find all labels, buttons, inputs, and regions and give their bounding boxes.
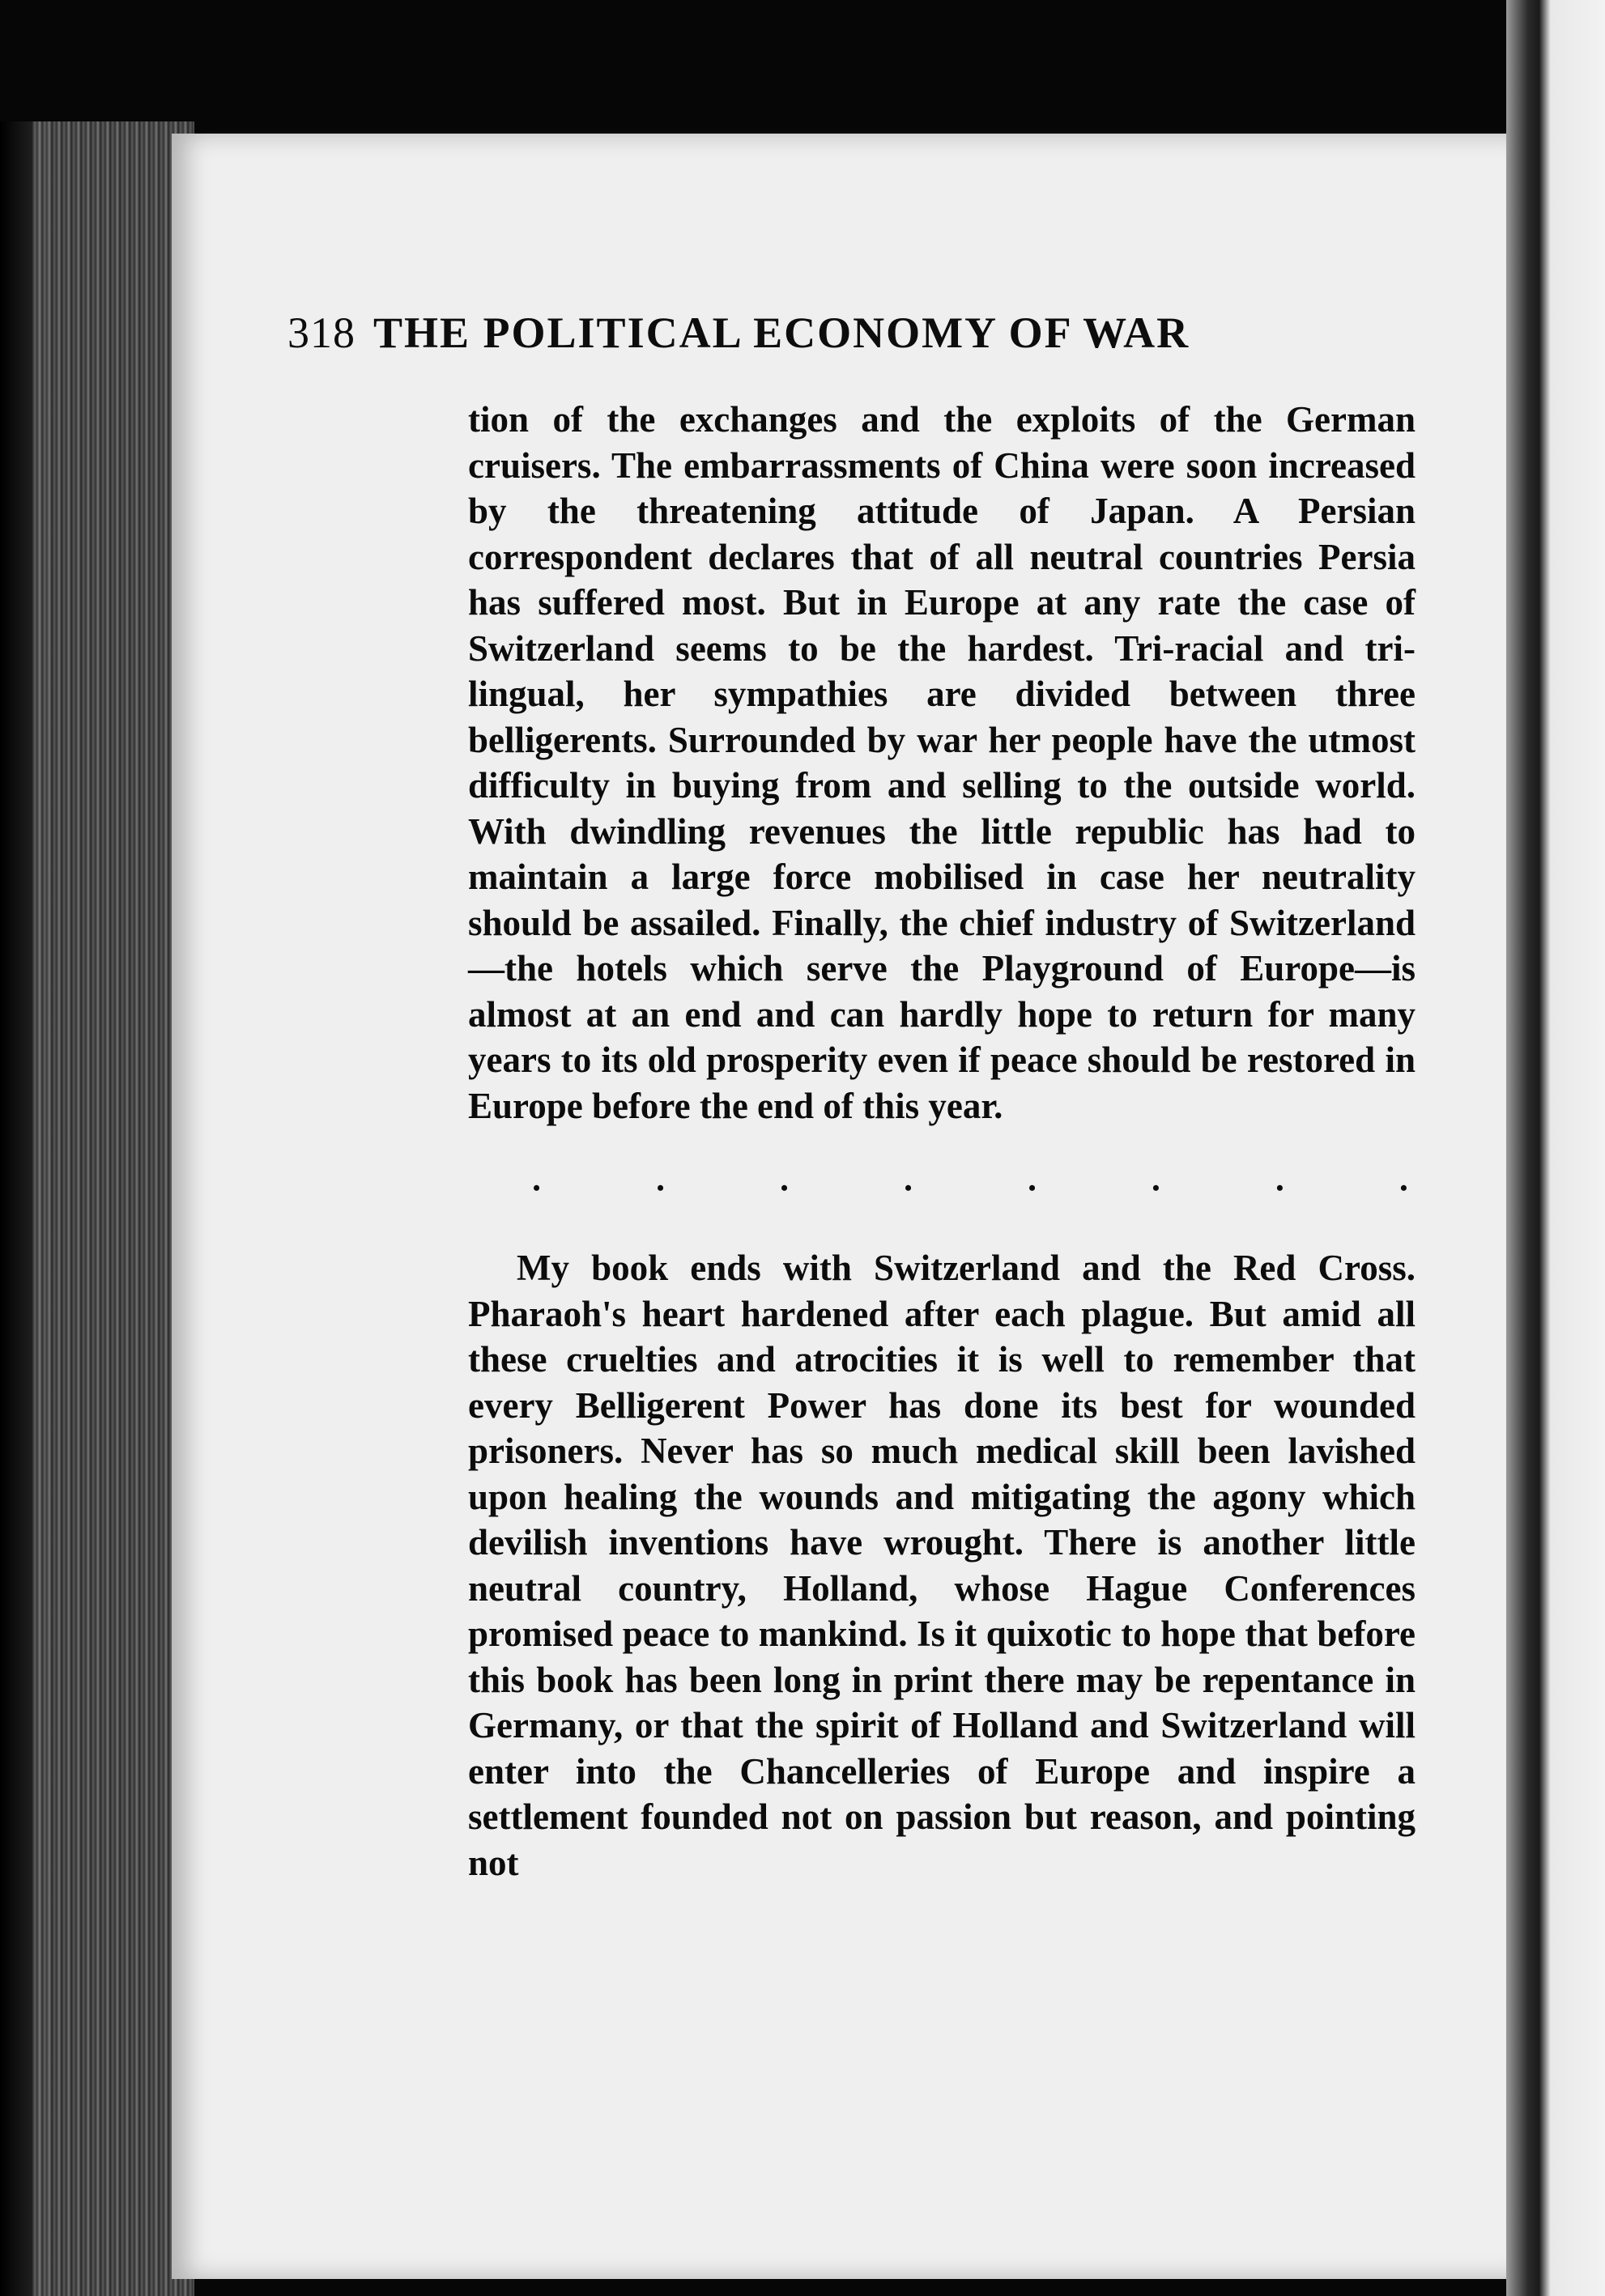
running-head [287,308,1405,358]
page-number: 318 [287,308,355,357]
paragraph-1: tion of the exchanges and the exploits of the German cruisers. The embarrassments of China were soon increased by the threatening attitude of Japan. A Persian correspondent declares that of all neutral countries Persia has suffered most. But in Europe at any rate the case of Switzerland seems to be the hardest. Tri-racial and tri-lingual, her sympathies are divided between three belligerents. Surrounded by war her people have the utmost difficulty in buying from and selling to the outside world. With dwindling revenues the little republic has had to maintain a large force mobilised in case her neutrality should be assailed. Finally, the chief industry of Switzerland—the hotels which serve the Playground of Europe—is almost at an end and can hardly hope to return for many years to its old prosperity even if peace should be restored in Europe before the end of this year. [468,399,1416,1126]
text-block [468,397,1416,1886]
section-separator [468,1156,1416,1221]
separator-dot: • [1028,1176,1037,1200]
separator-dot: • [656,1176,665,1200]
separator-dot: • [1399,1176,1407,1200]
book-page-edges [32,121,194,2296]
separator-dot: • [1152,1176,1160,1200]
separator-dot: • [904,1176,913,1200]
running-title: THE POLITICAL ECONOMY OF WAR [373,308,1190,357]
facing-page-strip [1539,0,1605,2296]
separator-dot: • [533,1176,541,1200]
paragraph-2: My book ends with Switzerland and the Red Cross. Pharaoh's heart hardened after each plague. But amid all these cruelties and atrocities it is well to remember that every Belligerent Power has done its best for wounded prisoners. Never has so much medical skill been lavished upon healing the wounds and mitigating the agony which devilish inventions have wrought. There is another little neutral country, Holland, whose Hague Conferences promised peace to mankind. Is it quixotic to hope that before this book has been long in print there may be repentance in Germany, or that the spirit of Holland and Switzerland will enter into the Chancelleries of Europe and inspire a settlement founded not on passion but reason, and pointing not [468,1248,1416,1883]
separator-dot: • [1275,1176,1284,1200]
separator-dot: • [780,1176,789,1200]
